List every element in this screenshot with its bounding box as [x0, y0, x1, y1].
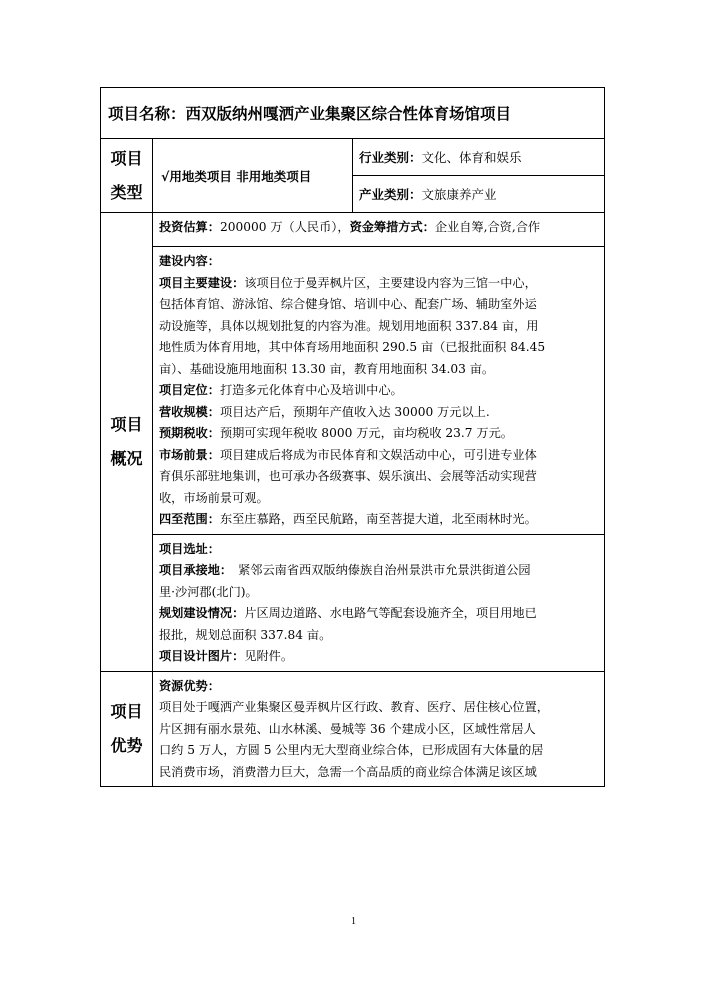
advantage-line: 口约 5 万人，方圆 5 公里内无大型商业综合体，已形成固有大体量的居: [159, 743, 544, 757]
carrier-label: 项目承接地：: [159, 563, 233, 577]
investment-value: 200000 万（人民币），: [219, 220, 350, 234]
carrier-line: 紧邻云南省西双版纳傣族自治州景洪市允景洪街道公园: [238, 563, 531, 577]
investment-line: [159, 217, 600, 239]
sector-category: [353, 176, 605, 213]
project-table: [100, 87, 605, 787]
advantage-line: 项目处于嘎洒产业集聚区曼弄枫片区行政、教育、医疗、居住核心位置，: [159, 700, 549, 714]
main-construction-label: 项目主要建设：: [159, 275, 245, 290]
industry-label: 行业类别：: [359, 150, 422, 165]
advantage-cell: [153, 671, 605, 787]
type-header: [101, 139, 153, 213]
market-line: 收，市场前景可观。: [159, 490, 269, 505]
advantage-line: 民消费市场，消费潜力巨大，急需一个高品质的商业综合体满足该区域: [159, 764, 537, 779]
advantage-line: 片区拥有丽水景苑、山水林溪、曼城等 36 个建成小区，区域性常居人: [159, 721, 536, 736]
advantage-header-line2: 优势: [110, 735, 143, 755]
advantage-header: [101, 671, 153, 787]
sector-value: 文旅康养产业: [421, 187, 497, 202]
planning-line: 片区周边道路、水电路气等配套设施齐全，项目用地已: [244, 606, 537, 620]
position-label: 项目定位：: [159, 383, 220, 397]
design-value: 见附件。: [244, 649, 294, 663]
construction-line: 动设施等，具体以规划批复的内容为准。规划用地面积 337.84 亩，用: [159, 318, 539, 333]
advantage-heading: 资源优势：: [159, 678, 220, 693]
revenue-label: 营收规模：: [159, 404, 220, 419]
site-heading: 项目选址：: [159, 541, 220, 556]
construction-heading: 建设内容：: [159, 254, 220, 268]
position-value: 打造多元化体育中心及培训中心。: [219, 383, 403, 397]
funding-value: 企业自筹,合资,合作: [434, 220, 541, 234]
construction-line: 亩）、基础设施用地面积 13.30 亩，教育用地面积 34.03 亩。: [159, 361, 495, 376]
investment-label: 投资估算：: [159, 220, 220, 234]
construction-line: 地性质为体育用地，其中体育场用地面积 290.5 亩（已报批面积 84.45: [159, 340, 546, 354]
sector-label: 产业类别：: [359, 187, 422, 202]
market-line: 项目建成后将成为市民体育和文娱活动中心，可引进专业体: [219, 447, 537, 462]
investment-cell: [153, 213, 605, 247]
overview-header-line2: 概况: [110, 448, 143, 468]
overview-header-line1: 项目: [110, 414, 143, 434]
construction-line: 该项目位于曼弄枫片区，主要建设内容为三馆一中心，: [244, 275, 537, 290]
market-label: 市场前景：: [159, 447, 220, 462]
construction-cell: [153, 247, 605, 535]
site-cell: [153, 534, 605, 671]
funding-label: 资金筹措方式：: [349, 220, 435, 234]
title-cell: [101, 88, 605, 139]
carrier-line: 里·沙河郡(北门)。: [159, 584, 258, 599]
industry-value: 文化、体育和娱乐: [421, 150, 522, 165]
scope-label: 四至范围：: [159, 512, 220, 526]
industry-category: [353, 139, 605, 176]
page-number: 1: [351, 916, 356, 927]
scope-value: 东至庄慕路，西至民航路，南至菩提大道，北至雨林时光。: [219, 512, 537, 526]
tax-value: 预期可实现年税收 8000 万元，亩均税收 23.7 万元。: [219, 426, 513, 440]
type-header-line2: 类型: [110, 182, 143, 202]
type-header-line1: 项目: [110, 148, 143, 168]
construction-line: 包括体育馆、游泳馆、综合健身馆、培训中心、配套广场、辅助室外运: [159, 297, 537, 311]
land-use-choice: √用地类项目 非用地类项目: [153, 139, 353, 213]
overview-header: [101, 213, 153, 672]
planning-line: 报批，规划总面积 337.84 亩。: [159, 627, 332, 642]
market-line: 育俱乐部驻地集训，也可承办各级赛事、娱乐演出、会展等活动实现营: [159, 469, 537, 483]
project-title: 项目名称：西双版纳州嘎洒产业集聚区综合性体育场馆项目: [108, 105, 512, 123]
design-label: 项目设计图片：: [159, 649, 245, 663]
planning-label: 规划建设情况：: [159, 606, 245, 620]
revenue-value: 项目达产后，预期年产值收入达 30000 万元以上.: [219, 404, 490, 419]
advantage-header-line1: 项目: [110, 701, 143, 721]
tax-label: 预期税收：: [159, 426, 220, 440]
